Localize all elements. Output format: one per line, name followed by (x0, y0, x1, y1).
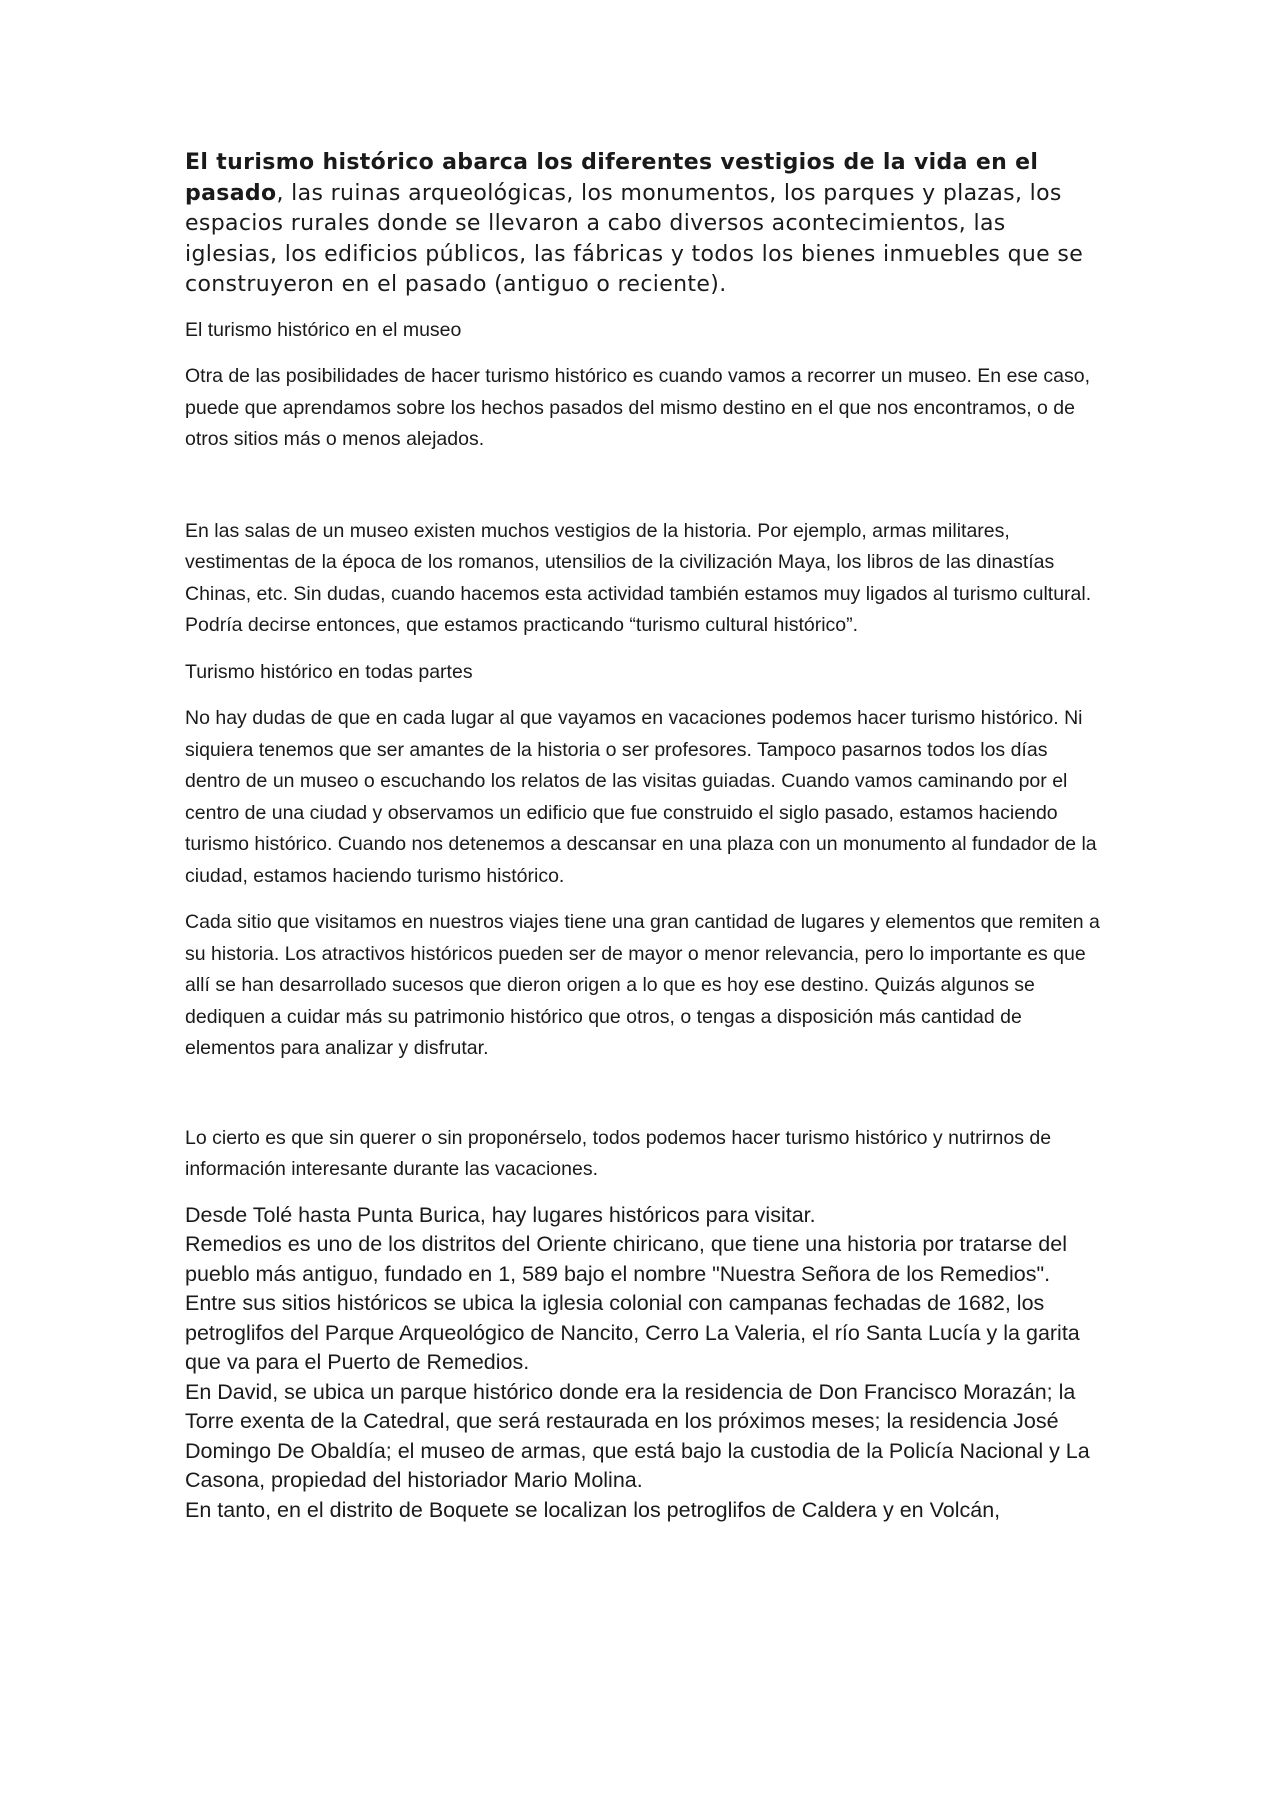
blank-line (185, 471, 1105, 516)
chiriqui-line-1: Desde Tolé hasta Punta Burica, hay lugares históricos para visitar. (185, 1202, 816, 1227)
chiriqui-line-5: En tanto, en el distrito de Boquete se localizan los petroglifos de Caldera y en Volcán, (185, 1497, 1001, 1522)
chiriqui-line-3: Entre sus sitios históricos se ubica la iglesia colonial con campanas fechadas de 1682, los petroglifos del Parque Arqueológico de Nancito, Cerro La Valeria, el río Santa Lucía y la garita que va para el Puerto de Remedios. (185, 1291, 1080, 1374)
paragraph-lo-cierto: Lo cierto es que sin querer o sin proponérselo, todos podemos hacer turismo histórico y nutrirnos de información interesante durante las vacaciones. (185, 1126, 1052, 1180)
paragraph-museo-2: En las salas de un museo existen muchos vestigios de la historia. Por ejemplo, armas militares, vestimentas de la época de los romanos, utensilios de la civilización Maya, los libros de las dinastías Chinas, etc. Sin dudas, cuando hacemos esta actividad también estamos muy ligados al turismo cultural. Podría decirse entonces, que estamos practicando “turismo cultural histórico”. (185, 519, 1092, 636)
paragraph-museo-1: Otra de las posibilidades de hacer turismo histórico es cuando vamos a recorrer un museo. En ese caso, puede que aprendamos sobre los hechos pasados del mismo destino en el que nos encontramos, o de otros sitios más o menos alejados. (185, 365, 1091, 450)
intro-bold-lead: El turismo histórico abarca los diferentes vestigios de la vida en el pasado (185, 150, 1039, 206)
paragraph-partes-2: Cada sitio que visitamos en nuestros viajes tiene una gran cantidad de lugares y elementos que remiten a su historia. Los atractivos históricos pueden ser de mayor o menor relevancia, pero lo importante es que allí se han desarrollado sucesos que dieron origen a lo que es hoy ese destino. Quizás algunos se dediquen a cuidar más su patrimonio histórico que otros, o tengas a disposición más cantidad de elementos para analizar y disfrutar. (185, 911, 1100, 1059)
document-body (185, 148, 1105, 1525)
intro-paragraph (185, 148, 1105, 301)
section-heading-museo: El turismo histórico en el museo (185, 318, 462, 341)
chiriqui-line-2: Remedios es uno de los distritos del Oriente chiricano, que tiene una historia por tratarse del pueblo más antiguo, fundado en 1, 589 bajo el nombre "Nuestra Señora de los Remedios". (185, 1232, 1067, 1286)
chiriqui-line-4: En David, se ubica un parque histórico donde era la residencia de Don Francisco Morazán; la Torre exenta de la Catedral, que será restaurada en los próximos meses; la residencia José Domingo De Obaldía; el museo de armas, que está bajo la custodia de la Policía Nacional y La Casona, propiedad del historiador Mario Molina. (185, 1379, 1090, 1492)
paragraph-partes-1: No hay dudas de que en cada lugar al que vayamos en vacaciones podemos hacer turismo histórico. Ni siquiera tenemos que ser amantes de la historia o ser profesores. Tampoco pasarnos todos los días dentro de un museo o escuchando los relatos de las visitas guiadas. Cuando vamos caminando por el centro de una ciudad y observamos un edificio que fue construido el siglo pasado, estamos haciendo turismo histórico. Cuando nos detenemos a descansar en una plaza con un monumento al fundador de la ciudad, estamos haciendo turismo histórico. (185, 707, 1097, 887)
intro-rest: , las ruinas arqueológicas, los monumentos, los parques y plazas, los espacios rurales donde se llevaron a cabo diversos acontecimientos, las iglesias, los edificios públicos, las fábricas y todos los bienes inmuebles que se construyeron en el pasado (antiguo o reciente). (185, 180, 1084, 297)
blank-line (185, 1080, 1105, 1123)
chiriqui-section (185, 1201, 1105, 1526)
section-heading-todas-partes: Turismo histórico en todas partes (185, 660, 473, 683)
